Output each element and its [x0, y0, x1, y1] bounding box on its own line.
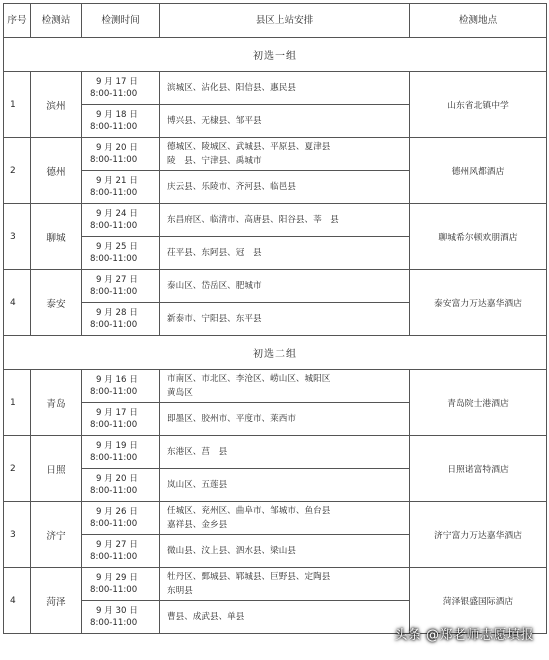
station-name: 德州: [31, 138, 82, 204]
station-location: 济宁富力万达嘉华酒店: [410, 502, 547, 568]
header-location: 检测地点: [410, 4, 547, 38]
district-line: 微山县、汶上县、泗水县、梁山县: [167, 546, 296, 556]
session-date: 9 月 25 日: [96, 242, 138, 252]
group-row: [4, 38, 547, 72]
session-districts: [160, 237, 410, 270]
session-time: [82, 138, 160, 171]
station-location: 山东省北镇中学: [410, 72, 547, 138]
session-hours: 8:00-11:00: [90, 320, 138, 330]
session-time: [82, 535, 160, 568]
session-date: 9 月 27 日: [96, 540, 138, 550]
session-hours: 8:00-11:00: [90, 155, 138, 165]
session-date: 9 月 27 日: [96, 275, 138, 285]
table-row: [4, 138, 547, 171]
session-time: [82, 436, 160, 469]
station-seq: 1: [4, 72, 31, 138]
header-station: 检测站: [31, 4, 82, 38]
header-row: [4, 4, 547, 38]
station-location: 聊城希尔顿欢朋酒店: [410, 204, 547, 270]
session-date: 9 月 30 日: [96, 606, 138, 616]
session-time: [82, 370, 160, 403]
district-line: 岚山区、五莲县: [167, 480, 228, 490]
station-location: 菏泽银盛国际酒店: [410, 568, 547, 634]
session-date: 9 月 24 日: [96, 209, 138, 219]
district-line: 东港区、莒 县: [167, 447, 228, 457]
session-time: [82, 171, 160, 204]
district-line: 陵 县、宁津县、禹城市: [167, 156, 262, 166]
session-hours: 8:00-11:00: [90, 519, 138, 529]
station-name: 日照: [31, 436, 82, 502]
session-date: 9 月 26 日: [96, 507, 138, 517]
table-row: [4, 270, 547, 303]
session-date: 9 月 20 日: [96, 143, 138, 153]
station-location: 日照诺富特酒店: [410, 436, 547, 502]
session-date: 9 月 20 日: [96, 474, 138, 484]
session-hours: 8:00-11:00: [90, 221, 138, 231]
session-districts: [160, 535, 410, 568]
group-title: 初选一组: [4, 38, 547, 72]
group-row: [4, 336, 547, 370]
session-time: [82, 568, 160, 601]
table-row: [4, 436, 547, 469]
session-districts: [160, 204, 410, 237]
table-row: [4, 568, 547, 601]
group-title: 初选二组: [4, 336, 547, 370]
session-time: [82, 204, 160, 237]
table-row: [4, 204, 547, 237]
session-time: [82, 270, 160, 303]
station-seq: 4: [4, 270, 31, 336]
session-districts: [160, 403, 410, 436]
session-districts: [160, 72, 410, 105]
district-line: 任城区、兖州区、曲阜市、邹城市、鱼台县: [167, 506, 331, 516]
session-districts: [160, 502, 410, 535]
session-time: [82, 105, 160, 138]
session-date: 9 月 29 日: [96, 573, 138, 583]
district-line: 黄岛区: [167, 388, 193, 398]
session-districts: [160, 303, 410, 336]
station-seq: 2: [4, 436, 31, 502]
session-date: 9 月 28 日: [96, 308, 138, 318]
district-line: 新泰市、宁阳县、东平县: [167, 314, 262, 324]
header-districts: 县区上站安排: [160, 4, 410, 38]
session-hours: 8:00-11:00: [90, 486, 138, 496]
station-name: 青岛: [31, 370, 82, 436]
station-location: 泰安富力万达嘉华酒店: [410, 270, 547, 336]
district-line: 茌平县、东阿县、冠 县: [167, 248, 262, 258]
session-districts: [160, 171, 410, 204]
district-line: 东昌府区、临清市、高唐县、阳谷县、莘 县: [167, 215, 339, 225]
station-location: 德州风都酒店: [410, 138, 547, 204]
session-hours: 8:00-11:00: [90, 552, 138, 562]
station-seq: 2: [4, 138, 31, 204]
session-date: 9 月 17 日: [96, 77, 138, 87]
session-hours: 8:00-11:00: [90, 585, 138, 595]
station-seq: 4: [4, 568, 31, 634]
session-hours: 8:00-11:00: [90, 287, 138, 297]
session-time: [82, 237, 160, 270]
session-hours: 8:00-11:00: [90, 618, 138, 628]
session-hours: 8:00-11:00: [90, 453, 138, 463]
session-districts: [160, 138, 410, 171]
district-line: 即墨区、胶州市、平度市、莱西市: [167, 414, 296, 424]
station-seq: 3: [4, 502, 31, 568]
header-seq: 序号: [4, 4, 31, 38]
district-line: 东明县: [167, 586, 193, 596]
station-name: 菏泽: [31, 568, 82, 634]
station-name: 滨州: [31, 72, 82, 138]
watermark: 头条 @郑老师志愿填报: [394, 628, 534, 643]
session-hours: 8:00-11:00: [90, 89, 138, 99]
session-time: [82, 403, 160, 436]
table-row: [4, 72, 547, 105]
table-row: [4, 370, 547, 403]
session-hours: 8:00-11:00: [90, 254, 138, 264]
session-hours: 8:00-11:00: [90, 188, 138, 198]
session-districts: [160, 105, 410, 138]
station-name: 聊城: [31, 204, 82, 270]
station-seq: 3: [4, 204, 31, 270]
session-time: [82, 303, 160, 336]
station-name: 泰安: [31, 270, 82, 336]
table-row: [4, 502, 547, 535]
session-time: [82, 72, 160, 105]
session-districts: [160, 370, 410, 403]
session-date: 9 月 21 日: [96, 176, 138, 186]
district-line: 嘉祥县、金乡县: [167, 520, 228, 530]
district-line: 德城区、陵城区、武城县、平原县、夏津县: [167, 142, 331, 152]
session-hours: 8:00-11:00: [90, 420, 138, 430]
schedule-document: [3, 3, 546, 657]
session-hours: 8:00-11:00: [90, 122, 138, 132]
district-line: 博兴县、无棣县、邹平县: [167, 116, 262, 126]
session-districts: [160, 469, 410, 502]
schedule-table: [3, 3, 547, 634]
station-seq: 1: [4, 370, 31, 436]
session-date: 9 月 16 日: [96, 375, 138, 385]
station-name: 济宁: [31, 502, 82, 568]
district-line: 曹县、成武县、单县: [167, 612, 245, 622]
station-location: 青岛院士港酒店: [410, 370, 547, 436]
district-line: 泰山区、岱岳区、肥城市: [167, 281, 262, 291]
district-line: 滨城区、沾化县、阳信县、惠民县: [167, 83, 296, 93]
session-date: 9 月 19 日: [96, 441, 138, 451]
session-hours: 8:00-11:00: [90, 387, 138, 397]
session-districts: [160, 601, 410, 634]
session-time: [82, 502, 160, 535]
district-line: 市南区、市北区、李沧区、崂山区、城阳区: [167, 374, 331, 384]
session-districts: [160, 270, 410, 303]
session-time: [82, 601, 160, 634]
session-time: [82, 469, 160, 502]
session-date: 9 月 18 日: [96, 110, 138, 120]
schedule-body: [4, 38, 547, 634]
session-date: 9 月 17 日: [96, 408, 138, 418]
district-line: 牡丹区、鄄城县、郓城县、巨野县、定陶县: [167, 572, 331, 582]
session-districts: [160, 568, 410, 601]
header-time: 检测时间: [82, 4, 160, 38]
district-line: 庆云县、乐陵市、齐河县、临邑县: [167, 182, 296, 192]
session-districts: [160, 436, 410, 469]
